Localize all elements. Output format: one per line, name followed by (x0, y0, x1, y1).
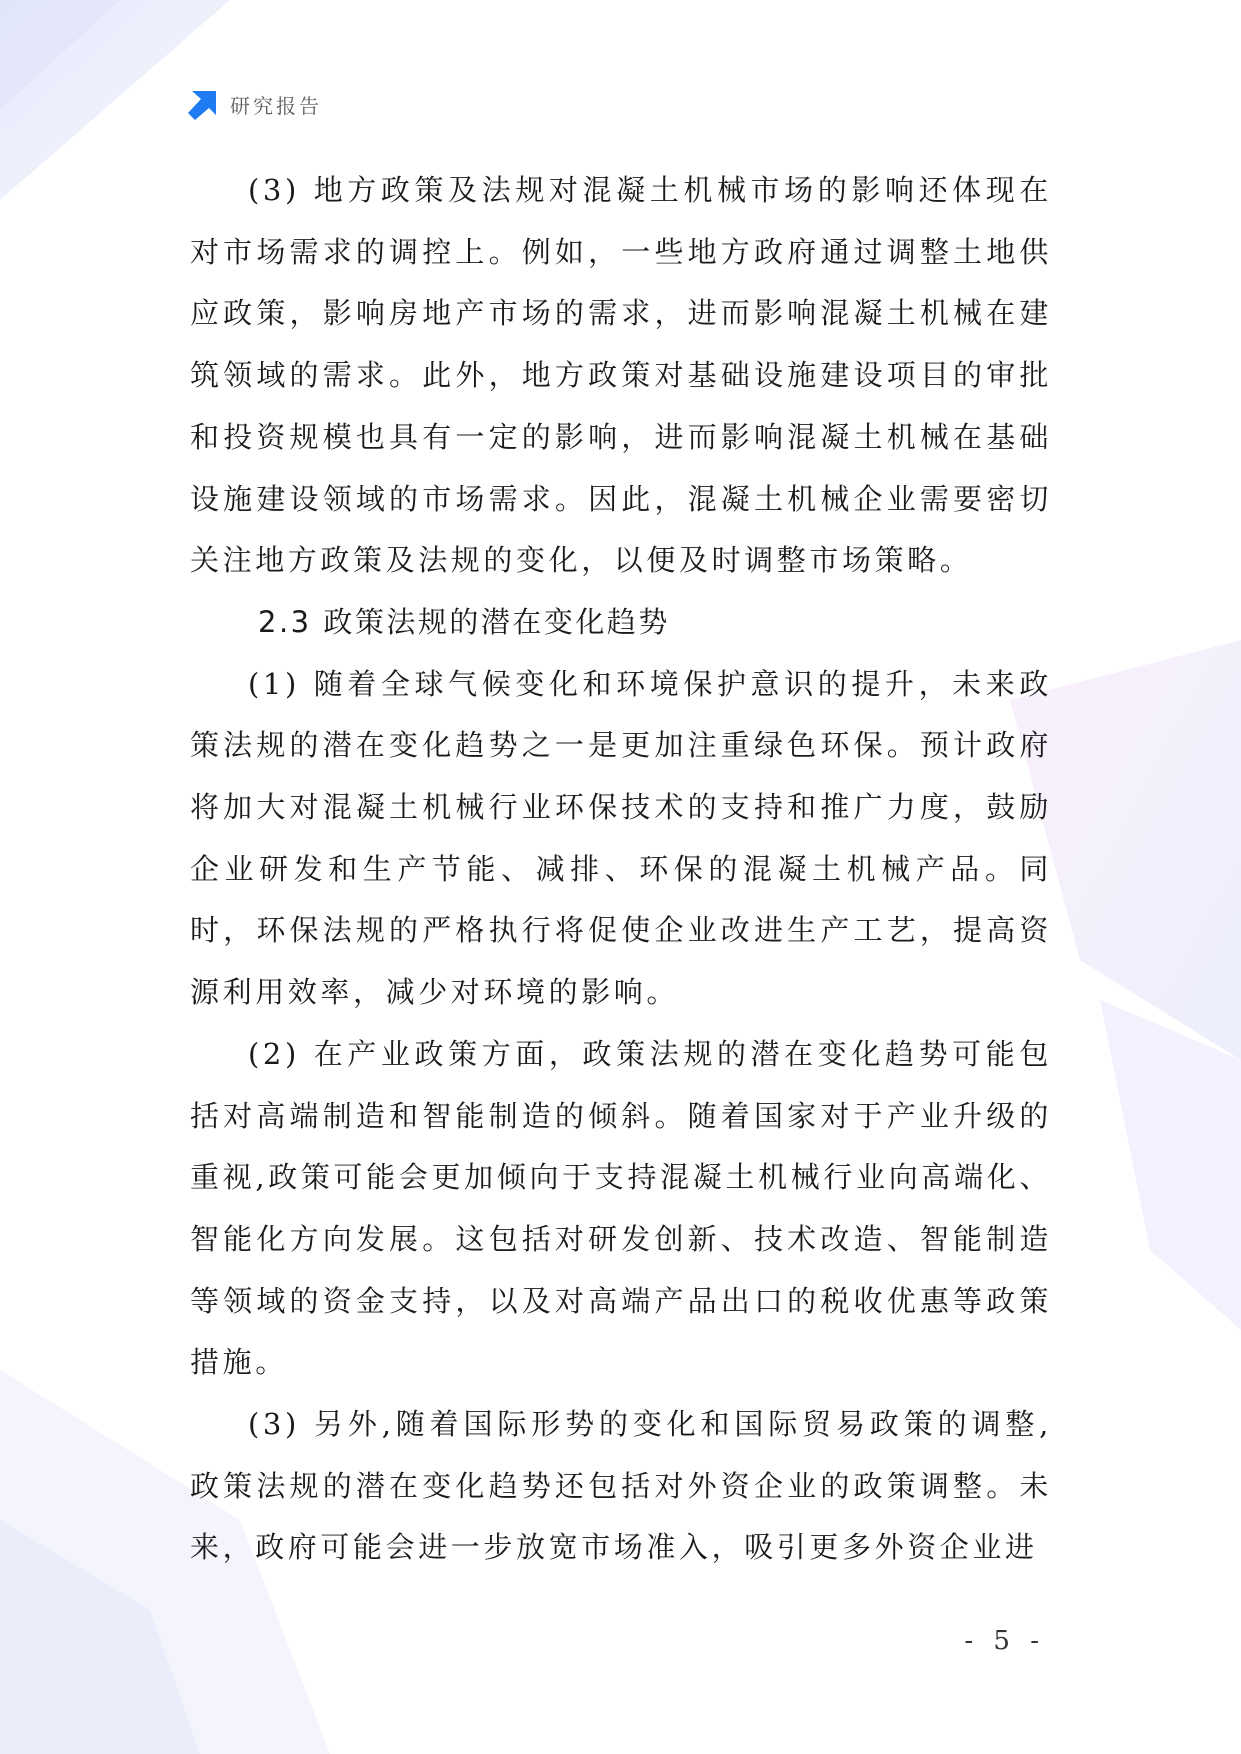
paragraph-industrial-policy: (2) 在产业政策方面，政策法规的潜在变化趋势可能包括对高端制造和智能制造的倾斜。随着国家对于产业升级的重视,政策可能会更加倾向于支持混凝土机械行业向高端化、智能化方向发展。这包括对研发创新、技术改造、智能制造等领域的资金支持，以及对高端产品出口的税收优惠等政策措施。 (190, 1036, 1052, 1380)
section-heading-2-3: 2.3 政策法规的潜在变化趋势 (258, 604, 670, 639)
header-label: 研究报告 (230, 93, 322, 118)
arrow-up-right-icon (186, 87, 220, 121)
document-body (190, 160, 1052, 1579)
report-header (186, 86, 322, 122)
page-number: - 5 - (964, 1626, 1045, 1656)
paragraph-foreign-investment: (3) 另外,随着国际形势的变化和国际贸易政策的调整,政策法规的潜在变化趋势还包括对外资企业的政策调整。未来，政府可能会进一步放宽市场准入，吸引更多外资企业进 (190, 1407, 1052, 1565)
paragraph-green-environment: (1) 随着全球气候变化和环境保护意识的提升，未来政策法规的潜在变化趋势之一是更加注重绿色环保。预计政府将加大对混凝土机械行业环保技术的支持和推广力度，鼓励企业研发和生产节能、减排、环保的混凝土机械产品。同时，环保法规的严格执行将促使企业改进生产工艺，提高资源利用效率，减少对环境的影响。 (190, 666, 1052, 1010)
paragraph-local-policy-demand: (3) 地方政策及法规对混凝土机械市场的影响还体现在对市场需求的调控上。例如，一些地方政府通过调整土地供应政策，影响房地产市场的需求，进而影响混凝土机械在建筑领域的需求。此外，地方政策对基础设施建设项目的审批和投资规模也具有一定的影响，进而影响混凝土机械在基础设施建设领域的市场需求。因此，混凝土机械企业需要密切关注地方政策及法规的变化，以便及时调整市场策略。 (190, 173, 1052, 578)
